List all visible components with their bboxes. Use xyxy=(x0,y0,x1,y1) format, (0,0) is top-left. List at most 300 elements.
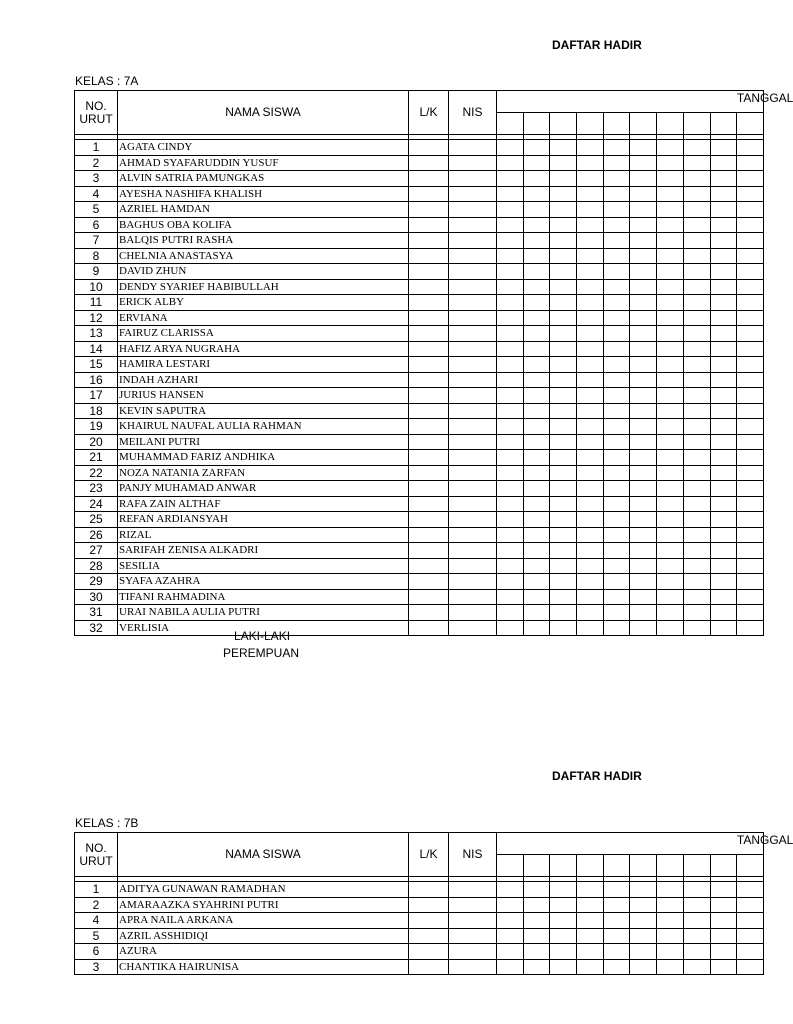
attendance-cell xyxy=(710,450,737,466)
attendance-cell xyxy=(683,155,710,171)
attendance-cell xyxy=(497,589,524,605)
attendance-cell xyxy=(577,543,604,559)
attendance-cell xyxy=(603,465,630,481)
attendance-cell xyxy=(603,388,630,404)
attendance-cell xyxy=(497,558,524,574)
attendance-cell xyxy=(523,233,550,249)
lk-cell xyxy=(409,233,449,249)
attendance-cell xyxy=(497,481,524,497)
table-row xyxy=(75,217,764,233)
attendance-cell xyxy=(710,543,737,559)
attendance-cell xyxy=(603,605,630,621)
attendance-cell xyxy=(657,186,684,202)
attendance-cell xyxy=(737,605,764,621)
attendance-cell xyxy=(603,558,630,574)
attendance-cell xyxy=(737,574,764,590)
attendance-cell xyxy=(497,341,524,357)
student-name: SARIFAH ZENISA ALKADRI xyxy=(118,543,409,559)
student-name: NOZA NATANIA ZARFAN xyxy=(118,465,409,481)
attendance-cell xyxy=(497,171,524,187)
attendance-cell xyxy=(523,574,550,590)
attendance-cell xyxy=(497,450,524,466)
attendance-cell xyxy=(523,450,550,466)
attendance-cell xyxy=(683,233,710,249)
attendance-cell xyxy=(523,341,550,357)
student-name: INDAH AZHARI xyxy=(118,372,409,388)
table-row xyxy=(75,605,764,621)
attendance-cell xyxy=(497,465,524,481)
attendance-cell xyxy=(737,186,764,202)
attendance-cell xyxy=(683,202,710,218)
attendance-cell xyxy=(630,155,657,171)
attendance-cell xyxy=(630,279,657,295)
lk-cell xyxy=(409,357,449,373)
attendance-cell xyxy=(737,913,764,929)
attendance-cell xyxy=(737,202,764,218)
attendance-cell xyxy=(737,558,764,574)
nis-cell xyxy=(449,248,497,264)
attendance-cell xyxy=(603,279,630,295)
attendance-cell xyxy=(737,403,764,419)
table-row xyxy=(75,512,764,528)
attendance-cell xyxy=(630,450,657,466)
attendance-cell xyxy=(630,310,657,326)
attendance-cell xyxy=(657,959,684,975)
attendance-cell xyxy=(657,326,684,342)
nis-cell xyxy=(449,959,497,975)
attendance-cell xyxy=(657,233,684,249)
attendance-cell xyxy=(577,388,604,404)
attendance-cell xyxy=(657,403,684,419)
attendance-cell xyxy=(683,403,710,419)
lk-cell xyxy=(409,944,449,960)
attendance-cell xyxy=(603,897,630,913)
student-name: CHELNIA ANASTASYA xyxy=(118,248,409,264)
nis-cell xyxy=(449,512,497,528)
attendance-cell xyxy=(603,357,630,373)
row-number: 1 xyxy=(75,882,118,898)
row-number: 2 xyxy=(75,155,118,171)
row-number: 10 xyxy=(75,279,118,295)
nis-cell xyxy=(449,589,497,605)
attendance-cell xyxy=(497,944,524,960)
attendance-cell xyxy=(737,372,764,388)
attendance-cell xyxy=(603,202,630,218)
attendance-cell xyxy=(550,186,577,202)
attendance-cell xyxy=(577,913,604,929)
tanggal-label: TANGGAL xyxy=(736,833,793,847)
table-row xyxy=(75,403,764,419)
student-name: KHAIRUL NAUFAL AULIA RAHMAN xyxy=(118,419,409,435)
attendance-cell xyxy=(550,388,577,404)
attendance-cell xyxy=(577,434,604,450)
table-row xyxy=(75,434,764,450)
attendance-cell xyxy=(523,357,550,373)
lk-cell xyxy=(409,959,449,975)
attendance-cell xyxy=(710,913,737,929)
table-row xyxy=(75,155,764,171)
attendance-cell xyxy=(603,419,630,435)
attendance-cell xyxy=(657,419,684,435)
date-header-cell xyxy=(603,113,630,135)
student-name: RIZAL xyxy=(118,527,409,543)
attendance-cell xyxy=(710,928,737,944)
class-label-7a: KELAS : 7A xyxy=(75,74,139,88)
attendance-cell xyxy=(630,481,657,497)
nis-cell xyxy=(449,496,497,512)
row-number: 30 xyxy=(75,589,118,605)
table-row xyxy=(75,186,764,202)
attendance-cell xyxy=(630,496,657,512)
attendance-cell xyxy=(710,605,737,621)
col-header-nama-siswa: NAMA SISWA xyxy=(118,91,409,135)
table-row xyxy=(75,233,764,249)
lk-cell xyxy=(409,527,449,543)
lk-cell xyxy=(409,589,449,605)
student-name: DENDY SYARIEF HABIBULLAH xyxy=(118,279,409,295)
attendance-cell xyxy=(737,897,764,913)
attendance-cell xyxy=(603,233,630,249)
attendance-cell xyxy=(603,527,630,543)
attendance-cell xyxy=(550,481,577,497)
attendance-cell xyxy=(630,620,657,636)
attendance-cell xyxy=(737,233,764,249)
attendance-cell xyxy=(630,140,657,156)
attendance-cell xyxy=(630,372,657,388)
lk-cell xyxy=(409,450,449,466)
attendance-cell xyxy=(550,558,577,574)
nis-cell xyxy=(449,543,497,559)
student-name: JURIUS HANSEN xyxy=(118,388,409,404)
attendance-cell xyxy=(550,217,577,233)
attendance-cell xyxy=(630,326,657,342)
class-label-7b: KELAS : 7B xyxy=(75,816,139,830)
attendance-cell xyxy=(710,310,737,326)
lk-cell xyxy=(409,310,449,326)
table-row xyxy=(75,897,764,913)
table-row xyxy=(75,279,764,295)
attendance-cell xyxy=(523,434,550,450)
attendance-cell xyxy=(577,326,604,342)
nis-cell xyxy=(449,913,497,929)
attendance-cell xyxy=(630,543,657,559)
row-number: 17 xyxy=(75,388,118,404)
attendance-cell xyxy=(550,279,577,295)
attendance-cell xyxy=(550,233,577,249)
attendance-cell xyxy=(630,357,657,373)
date-header-cell xyxy=(710,855,737,877)
row-number: 21 xyxy=(75,450,118,466)
row-number: 7 xyxy=(75,233,118,249)
table-row xyxy=(75,248,764,264)
attendance-cell xyxy=(630,574,657,590)
attendance-cell xyxy=(683,882,710,898)
row-number: 2 xyxy=(75,897,118,913)
attendance-cell xyxy=(523,171,550,187)
table-row xyxy=(75,171,764,187)
attendance-cell xyxy=(523,589,550,605)
attendance-cell xyxy=(577,372,604,388)
attendance-cell xyxy=(577,450,604,466)
attendance-cell xyxy=(657,882,684,898)
row-number: 29 xyxy=(75,574,118,590)
nis-cell xyxy=(449,944,497,960)
table-row xyxy=(75,372,764,388)
attendance-cell xyxy=(657,543,684,559)
lk-cell xyxy=(409,326,449,342)
attendance-cell xyxy=(603,310,630,326)
col-header-no-urut: NO. URUT xyxy=(75,833,118,877)
attendance-cell xyxy=(603,140,630,156)
attendance-cell xyxy=(577,897,604,913)
attendance-cell xyxy=(523,944,550,960)
attendance-cell xyxy=(683,248,710,264)
attendance-cell xyxy=(737,959,764,975)
footer-male-label: LAKI-LAKI xyxy=(234,629,291,643)
attendance-cell xyxy=(497,217,524,233)
attendance-cell xyxy=(523,295,550,311)
lk-cell xyxy=(409,140,449,156)
attendance-cell xyxy=(497,913,524,929)
nis-cell xyxy=(449,419,497,435)
attendance-cell xyxy=(603,248,630,264)
nis-cell xyxy=(449,897,497,913)
attendance-cell xyxy=(630,403,657,419)
attendance-cell xyxy=(497,186,524,202)
attendance-cell xyxy=(630,186,657,202)
table-row xyxy=(75,310,764,326)
lk-cell xyxy=(409,496,449,512)
attendance-cell xyxy=(550,171,577,187)
attendance-cell xyxy=(497,357,524,373)
attendance-cell xyxy=(657,217,684,233)
attendance-cell xyxy=(603,589,630,605)
attendance-cell xyxy=(603,403,630,419)
attendance-cell xyxy=(603,341,630,357)
student-name: AZRIL ASSHIDIQI xyxy=(118,928,409,944)
attendance-cell xyxy=(710,217,737,233)
attendance-cell xyxy=(523,882,550,898)
attendance-cell xyxy=(737,326,764,342)
date-header-cell xyxy=(523,113,550,135)
attendance-cell xyxy=(710,620,737,636)
nis-cell xyxy=(449,574,497,590)
attendance-cell xyxy=(710,341,737,357)
nis-cell xyxy=(449,264,497,280)
date-header-cell xyxy=(630,113,657,135)
attendance-cell xyxy=(737,171,764,187)
attendance-cell xyxy=(657,434,684,450)
nis-cell xyxy=(449,620,497,636)
attendance-cell xyxy=(523,959,550,975)
attendance-cell xyxy=(630,944,657,960)
student-name: ALVIN SATRIA PAMUNGKAS xyxy=(118,171,409,187)
attendance-cell xyxy=(683,186,710,202)
attendance-cell xyxy=(683,279,710,295)
row-number: 3 xyxy=(75,171,118,187)
attendance-cell xyxy=(577,155,604,171)
attendance-cell xyxy=(737,419,764,435)
attendance-cell xyxy=(657,620,684,636)
attendance-cell xyxy=(683,496,710,512)
attendance-cell xyxy=(737,264,764,280)
table-row xyxy=(75,527,764,543)
attendance-cell xyxy=(523,186,550,202)
date-header-cell xyxy=(683,855,710,877)
attendance-cell xyxy=(657,605,684,621)
student-name: AMARAAZKA SYAHRINI PUTRI xyxy=(118,897,409,913)
table-row xyxy=(75,481,764,497)
attendance-cell xyxy=(737,496,764,512)
attendance-cell xyxy=(737,944,764,960)
attendance-cell xyxy=(630,558,657,574)
table-row xyxy=(75,341,764,357)
attendance-cell xyxy=(710,186,737,202)
attendance-cell xyxy=(737,882,764,898)
attendance-cell xyxy=(603,434,630,450)
attendance-cell xyxy=(523,512,550,528)
student-name: KEVIN SAPUTRA xyxy=(118,403,409,419)
student-name: SYAFA AZAHRA xyxy=(118,574,409,590)
row-number: 27 xyxy=(75,543,118,559)
attendance-cell xyxy=(683,310,710,326)
date-header-cell xyxy=(523,855,550,877)
attendance-cell xyxy=(630,605,657,621)
row-number: 6 xyxy=(75,217,118,233)
lk-cell xyxy=(409,372,449,388)
attendance-cell xyxy=(683,465,710,481)
attendance-cell xyxy=(683,171,710,187)
attendance-cell xyxy=(497,574,524,590)
attendance-cell xyxy=(710,155,737,171)
attendance-cell xyxy=(603,450,630,466)
attendance-cell xyxy=(577,233,604,249)
date-header-cell xyxy=(603,855,630,877)
lk-cell xyxy=(409,465,449,481)
table-row xyxy=(75,326,764,342)
attendance-cell xyxy=(630,388,657,404)
attendance-cell xyxy=(523,527,550,543)
student-name: AGATA CINDY xyxy=(118,140,409,156)
attendance-cell xyxy=(657,171,684,187)
attendance-cell xyxy=(683,543,710,559)
row-number: 13 xyxy=(75,326,118,342)
date-header-cell xyxy=(497,855,524,877)
attendance-cell xyxy=(737,140,764,156)
student-name: RAFA ZAIN ALTHAF xyxy=(118,496,409,512)
student-name: HAFIZ ARYA NUGRAHA xyxy=(118,341,409,357)
attendance-cell xyxy=(523,372,550,388)
lk-cell xyxy=(409,481,449,497)
nis-cell xyxy=(449,882,497,898)
attendance-cell xyxy=(550,605,577,621)
col-header-nis: NIS xyxy=(449,91,497,135)
attendance-cell xyxy=(630,928,657,944)
attendance-cell xyxy=(497,140,524,156)
attendance-cell xyxy=(683,140,710,156)
attendance-cell xyxy=(657,574,684,590)
attendance-cell xyxy=(657,372,684,388)
nis-cell xyxy=(449,186,497,202)
attendance-cell xyxy=(710,434,737,450)
table-row xyxy=(75,264,764,280)
nis-cell xyxy=(449,326,497,342)
nis-cell xyxy=(449,341,497,357)
col-header-tanggal xyxy=(497,833,793,855)
student-name: BAGHUS OBA KOLIFA xyxy=(118,217,409,233)
attendance-cell xyxy=(550,295,577,311)
nis-cell xyxy=(449,357,497,373)
nis-cell xyxy=(449,434,497,450)
attendance-cell xyxy=(577,357,604,373)
attendance-cell xyxy=(497,928,524,944)
student-name: PANJY MUHAMAD ANWAR xyxy=(118,481,409,497)
attendance-cell xyxy=(710,496,737,512)
student-name: VERLISIA xyxy=(118,620,409,636)
attendance-cell xyxy=(497,372,524,388)
attendance-cell xyxy=(710,589,737,605)
attendance-cell xyxy=(657,558,684,574)
attendance-cell xyxy=(630,341,657,357)
attendance-cell xyxy=(657,496,684,512)
attendance-cell xyxy=(603,496,630,512)
attendance-cell xyxy=(577,620,604,636)
table-row xyxy=(75,882,764,898)
nis-cell xyxy=(449,928,497,944)
attendance-cell xyxy=(657,202,684,218)
attendance-cell xyxy=(523,217,550,233)
attendance-cell xyxy=(497,326,524,342)
col-header-tanggal xyxy=(497,91,793,113)
row-number: 11 xyxy=(75,295,118,311)
col-header-no-urut: NO. URUT xyxy=(75,91,118,135)
student-name: AHMAD SYAFARUDDIN YUSUF xyxy=(118,155,409,171)
attendance-cell xyxy=(630,419,657,435)
attendance-cell xyxy=(603,171,630,187)
row-number: 31 xyxy=(75,605,118,621)
table-row xyxy=(75,944,764,960)
date-header-cell xyxy=(710,113,737,135)
attendance-cell xyxy=(550,944,577,960)
attendance-cell xyxy=(603,543,630,559)
lk-cell xyxy=(409,171,449,187)
attendance-cell xyxy=(683,558,710,574)
table-row xyxy=(75,959,764,975)
attendance-cell xyxy=(523,388,550,404)
attendance-cell xyxy=(657,913,684,929)
lk-cell xyxy=(409,155,449,171)
nis-cell xyxy=(449,233,497,249)
lk-cell xyxy=(409,512,449,528)
nis-cell xyxy=(449,558,497,574)
student-name: TIFANI RAHMADINA xyxy=(118,589,409,605)
attendance-cell xyxy=(550,326,577,342)
lk-cell xyxy=(409,574,449,590)
student-name: MUHAMMAD FARIZ ANDHIKA xyxy=(118,450,409,466)
attendance-cell xyxy=(577,481,604,497)
col-header-nis: NIS xyxy=(449,833,497,877)
attendance-cell xyxy=(603,217,630,233)
lk-cell xyxy=(409,248,449,264)
date-header-cell xyxy=(737,855,764,877)
nis-cell xyxy=(449,171,497,187)
attendance-cell xyxy=(737,279,764,295)
row-number: 4 xyxy=(75,186,118,202)
attendance-cell xyxy=(710,419,737,435)
attendance-cell xyxy=(683,264,710,280)
student-name: AZRIEL HAMDAN xyxy=(118,202,409,218)
attendance-cell xyxy=(737,512,764,528)
